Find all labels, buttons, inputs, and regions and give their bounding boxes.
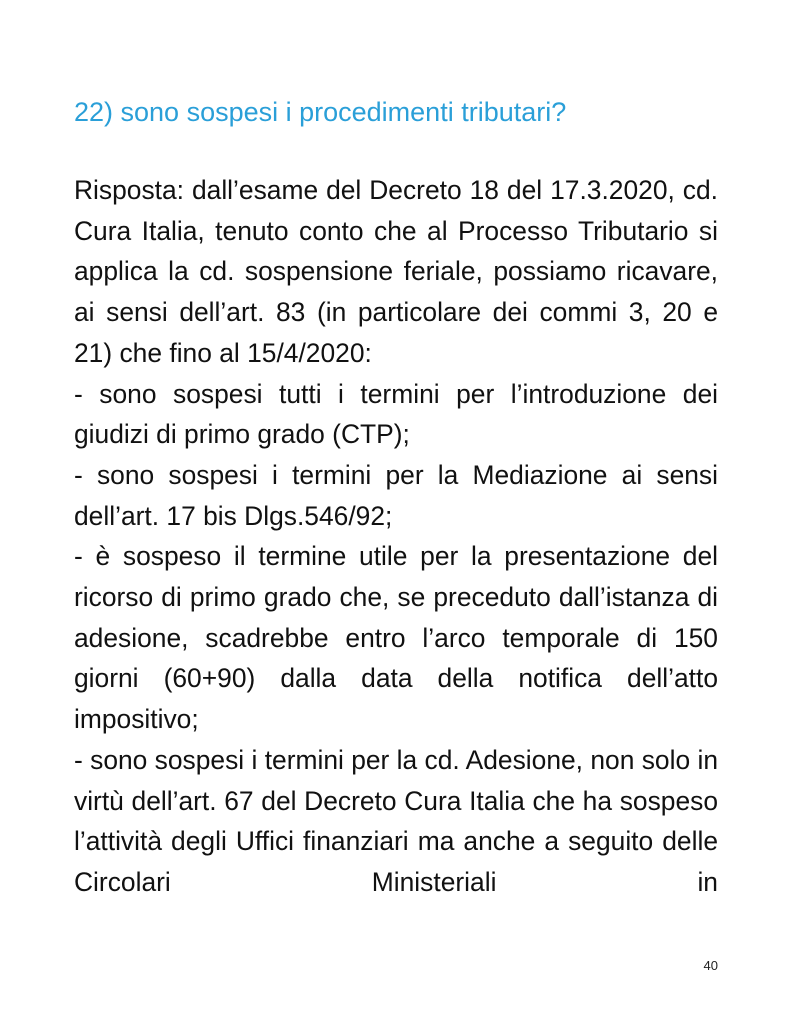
list-item-adhesion-terms: - sono sospesi i termini per la cd. Adesione, non solo in virtù dell’art. 67 del Decreto Cura Italia che ha sospeso l’attività degli Uffici finanziari ma anche a seguito delle Circolari Ministeriali in (74, 744, 718, 897)
list-item-mediation-terms: - sono sospesi i termini per la Mediazione ai sensi dell’art. 17 bis Dlgs.546/92; (74, 459, 718, 531)
question-heading: 22) sono sospesi i procedimenti tributari? (74, 97, 567, 127)
answer-intro-paragraph: Risposta: dall’esame del Decreto 18 del 17.3.2020, cd. Cura Italia, tenuto conto che al Processo Tributario si applica la cd. sospensione feriale, possiamo ricavare, ai sensi dell’art. 83 (in particolare dei commi 3, 20 e 21) che fino al 15/4/2020: (74, 175, 718, 368)
page-number: 40 (703, 958, 718, 973)
list-item-appeal-term: - è sospeso il termine utile per la presentazione del ricorso di primo grado che, se preceduto dall’istanza di adesione, scadrebbe entro l’arco temporale di 150 giorni (60+90) dalla data della notifica dell’atto impositivo; (74, 541, 718, 735)
answer-body (74, 170, 718, 903)
list-item-ctp-terms: - sono sospesi tutti i termini per l’introduzione dei giudizi di primo grado (CTP); (74, 378, 718, 450)
